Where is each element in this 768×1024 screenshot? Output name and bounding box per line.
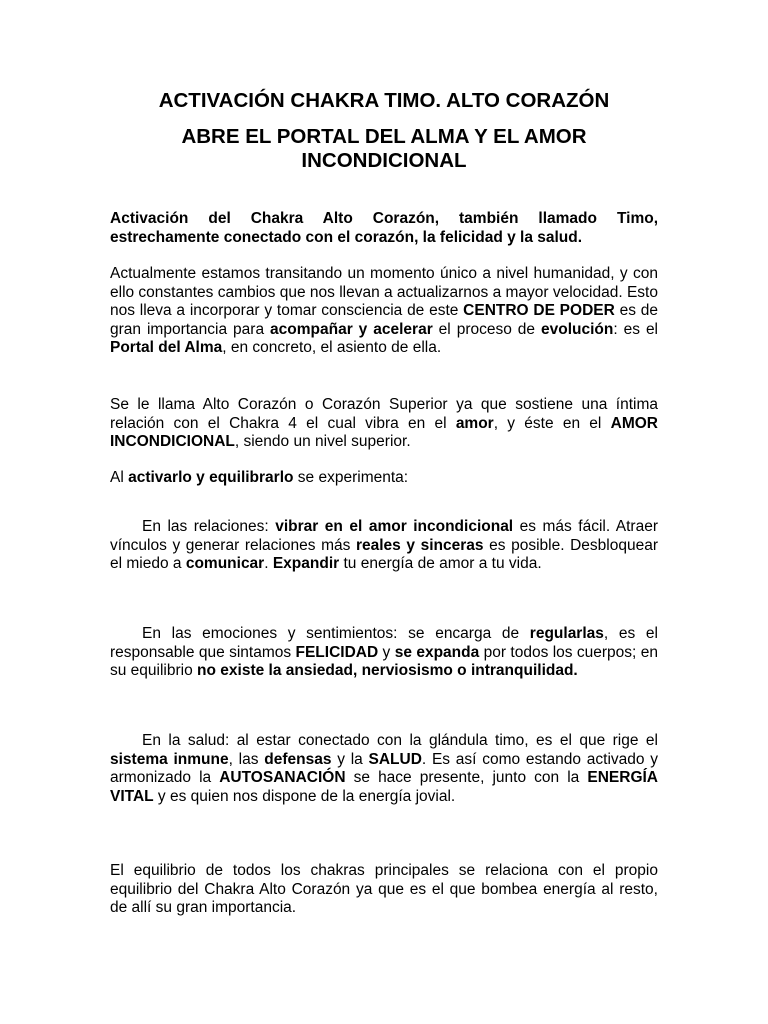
text-run: es más fácil. Atraer vínculos y generar relaciones más [110, 518, 658, 554]
text-run: se hace presente, junto con la [345, 769, 588, 786]
text-run: , siendo un nivel superior. [234, 433, 411, 450]
paragraph-emociones [110, 625, 658, 681]
bold-text: no existe la ansiedad, nerviosismo o intranquilidad. [197, 662, 578, 679]
text-run: . Es así como estando activado y armonizado la [110, 750, 659, 786]
bold-text: acompañar y acelerar [270, 320, 433, 338]
text-run: , es el responsable que sintamos [110, 625, 658, 661]
text-run: En la salud: al estar conectado con la glándula timo, es el que rige el [142, 732, 658, 749]
bold-text: sistema inmune [110, 750, 229, 768]
text-run: y es quien nos dispone de la energía jovial. [153, 787, 456, 805]
paragraph-equilibrio: El equilibrio de todos los chakras principales se relaciona con el propio equilibrio del Chakra Alto Corazón ya que es el que bombea energía al resto, de allí su gran importancia. [110, 862, 658, 916]
text-run: En las relaciones: [142, 518, 276, 535]
bold-text: Expandir [272, 555, 340, 572]
bold-text: comunicar [185, 555, 265, 572]
text-run: se experimenta: [293, 469, 409, 486]
bold-text: FELICIDAD [295, 643, 379, 661]
text-run: , en concreto, el asiento de ella. [222, 339, 442, 356]
intro-text: Activación del Chakra Alto Corazón, también llamado Timo, estrechamente conectado con el corazón, la felicidad y la salud. [110, 210, 658, 246]
text-run: : es el [613, 320, 659, 338]
text-run: es de gran importancia para [110, 302, 658, 338]
text-run: es posible. Desbloquear el miedo a [110, 536, 658, 572]
subtitle-line-2: INCONDICIONAL [301, 149, 467, 172]
text-run: y [378, 643, 395, 661]
text-run: Al [110, 469, 129, 486]
bold-text: SALUD [368, 750, 422, 768]
text-run: el proceso de [432, 320, 541, 338]
bold-text: CENTRO DE PODER [463, 302, 615, 319]
text-run: Actualmente estamos transitando un momento único a nivel humanidad, y con ello constantes cambios que nos llevan a actualizarnos a mayor velocidad. Esto nos lleva a incorporar y tomar consciencia de este [110, 265, 658, 319]
bold-text: ENERGÍA VITAL [110, 769, 658, 805]
bold-text: vibrar en el amor incondicional [275, 518, 514, 535]
bold-text: regularlas [529, 625, 604, 642]
bold-text: AMOR INCONDICIONAL [110, 414, 658, 450]
text-run: En las emociones y sentimientos: se encarga de [142, 625, 530, 642]
bold-text: defensas [264, 750, 332, 768]
paragraph-relaciones [110, 518, 658, 574]
paragraph-salud [110, 732, 658, 806]
text-run: , y éste en el [493, 414, 611, 432]
document-subtitle [0, 125, 768, 173]
text-run: por todos los cuerpos; en su equilibrio [110, 643, 658, 679]
intro-paragraph [110, 210, 658, 247]
bold-text: Portal del Alma [110, 339, 223, 356]
text-run: , las [228, 750, 265, 768]
text-run: tu energía de amor a tu vida. [339, 555, 542, 572]
paragraph-alto-corazon [110, 396, 658, 452]
subtitle-line-1: ABRE EL PORTAL DEL ALMA Y EL AMOR [181, 125, 587, 148]
paragraph-activarlo [110, 469, 658, 488]
bold-text: AUTOSANACIÓN [219, 769, 346, 786]
text-run: Se le llama Alto Corazón o Corazón Superior ya que sostiene una íntima relación con el Chakra 4 el cual vibra en el [110, 396, 658, 432]
document-title: ACTIVACIÓN CHAKRA TIMO. ALTO CORAZÓN [158, 89, 610, 112]
bold-text: activarlo y equilibrarlo [128, 469, 294, 486]
bold-text: se expanda [394, 643, 480, 661]
bold-text: amor [455, 414, 494, 432]
bold-text: reales y sinceras [355, 536, 484, 554]
text-run: y la [331, 750, 369, 768]
text-run: . [264, 555, 273, 572]
bold-text: evolución [541, 320, 614, 338]
paragraph-actualmente [110, 265, 658, 358]
